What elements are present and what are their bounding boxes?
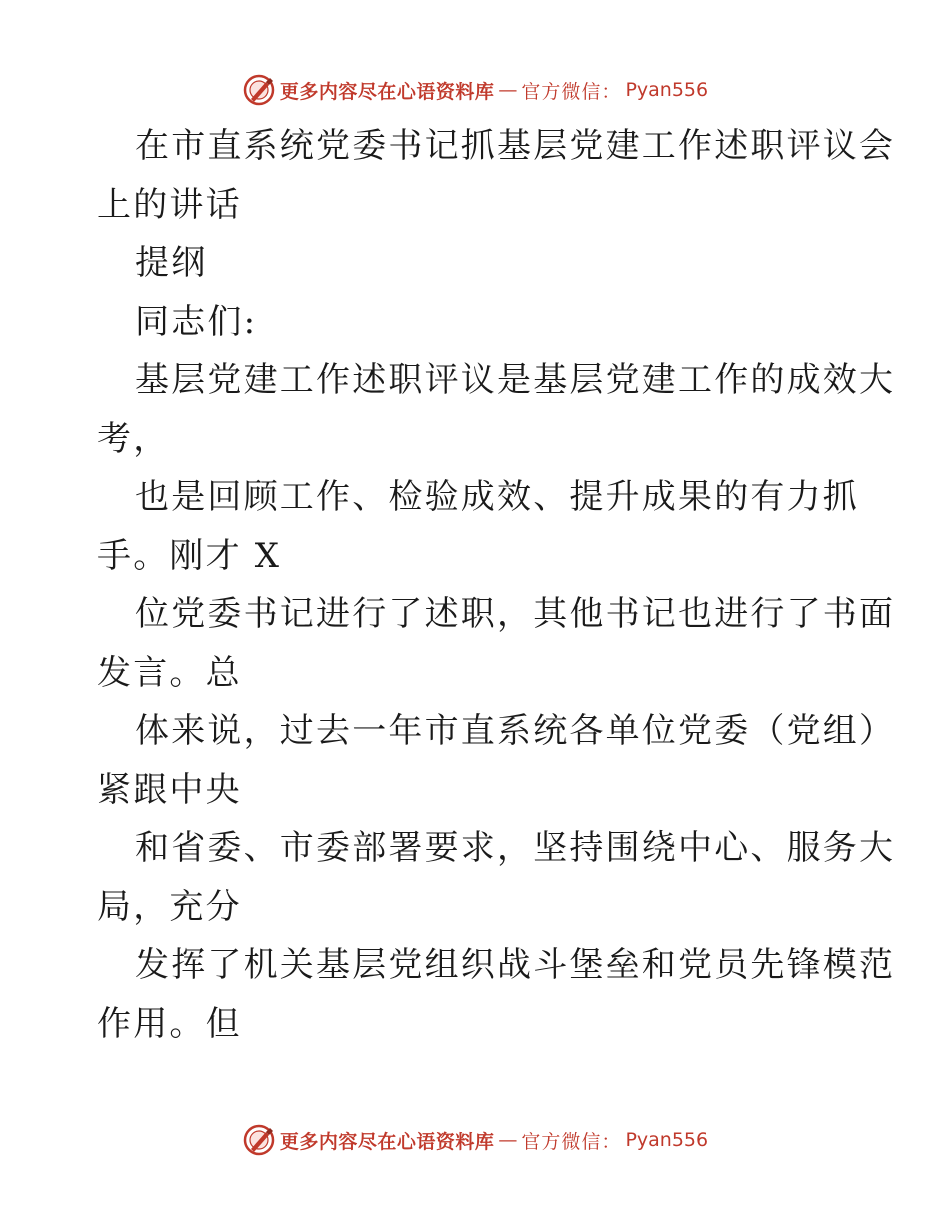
- doc-line: 发挥了机关基层党组织战斗堡垒和党员先锋模范: [135, 945, 896, 985]
- pen-logo-icon: [242, 1123, 276, 1157]
- banner-wechat-label: 官方微信：: [521, 1130, 622, 1153]
- doc-line: 作用。但: [97, 1003, 242, 1044]
- banner-title: 更多内容尽在心语资料库: [279, 1130, 495, 1153]
- doc-line: 考，: [97, 418, 170, 459]
- banner-wechat-label: 官方微信：: [521, 80, 622, 103]
- footer-banner: [0, 1120, 950, 1160]
- banner-title: 更多内容尽在心语资料库: [279, 80, 495, 103]
- doc-line: 局，充分: [97, 886, 242, 927]
- doc-line: 和省委、市委部署要求，坚持围绕中心、服务大: [135, 828, 896, 868]
- pen-logo-icon: [242, 73, 276, 107]
- doc-line: 体来说，过去一年市直系统各单位党委（党组）: [135, 711, 896, 751]
- banner-dash: —: [498, 1129, 518, 1151]
- doc-line: 手。刚才 X: [97, 535, 282, 576]
- header-banner: [0, 70, 950, 110]
- banner-wechat-id: Pyan556: [625, 79, 709, 101]
- doc-line: 位党委书记进行了述职，其他书记也进行了书面: [135, 594, 896, 634]
- document-body: [97, 117, 896, 1053]
- banner-dash: —: [498, 79, 518, 101]
- banner-wechat-id: Pyan556: [625, 1129, 709, 1151]
- doc-line: 上的讲话: [97, 184, 242, 225]
- doc-line: 也是回顾工作、检验成效、提升成果的有力抓: [135, 477, 859, 517]
- doc-line: 基层党建工作述职评议是基层党建工作的成效大: [135, 360, 896, 400]
- doc-line: 提纲: [135, 243, 208, 283]
- doc-line: 发言。总: [97, 652, 242, 693]
- doc-line: 在市直系统党委书记抓基层党建工作述职评议会: [135, 126, 896, 166]
- doc-line: 紧跟中央: [97, 769, 242, 810]
- doc-line: 同志们:: [135, 301, 258, 342]
